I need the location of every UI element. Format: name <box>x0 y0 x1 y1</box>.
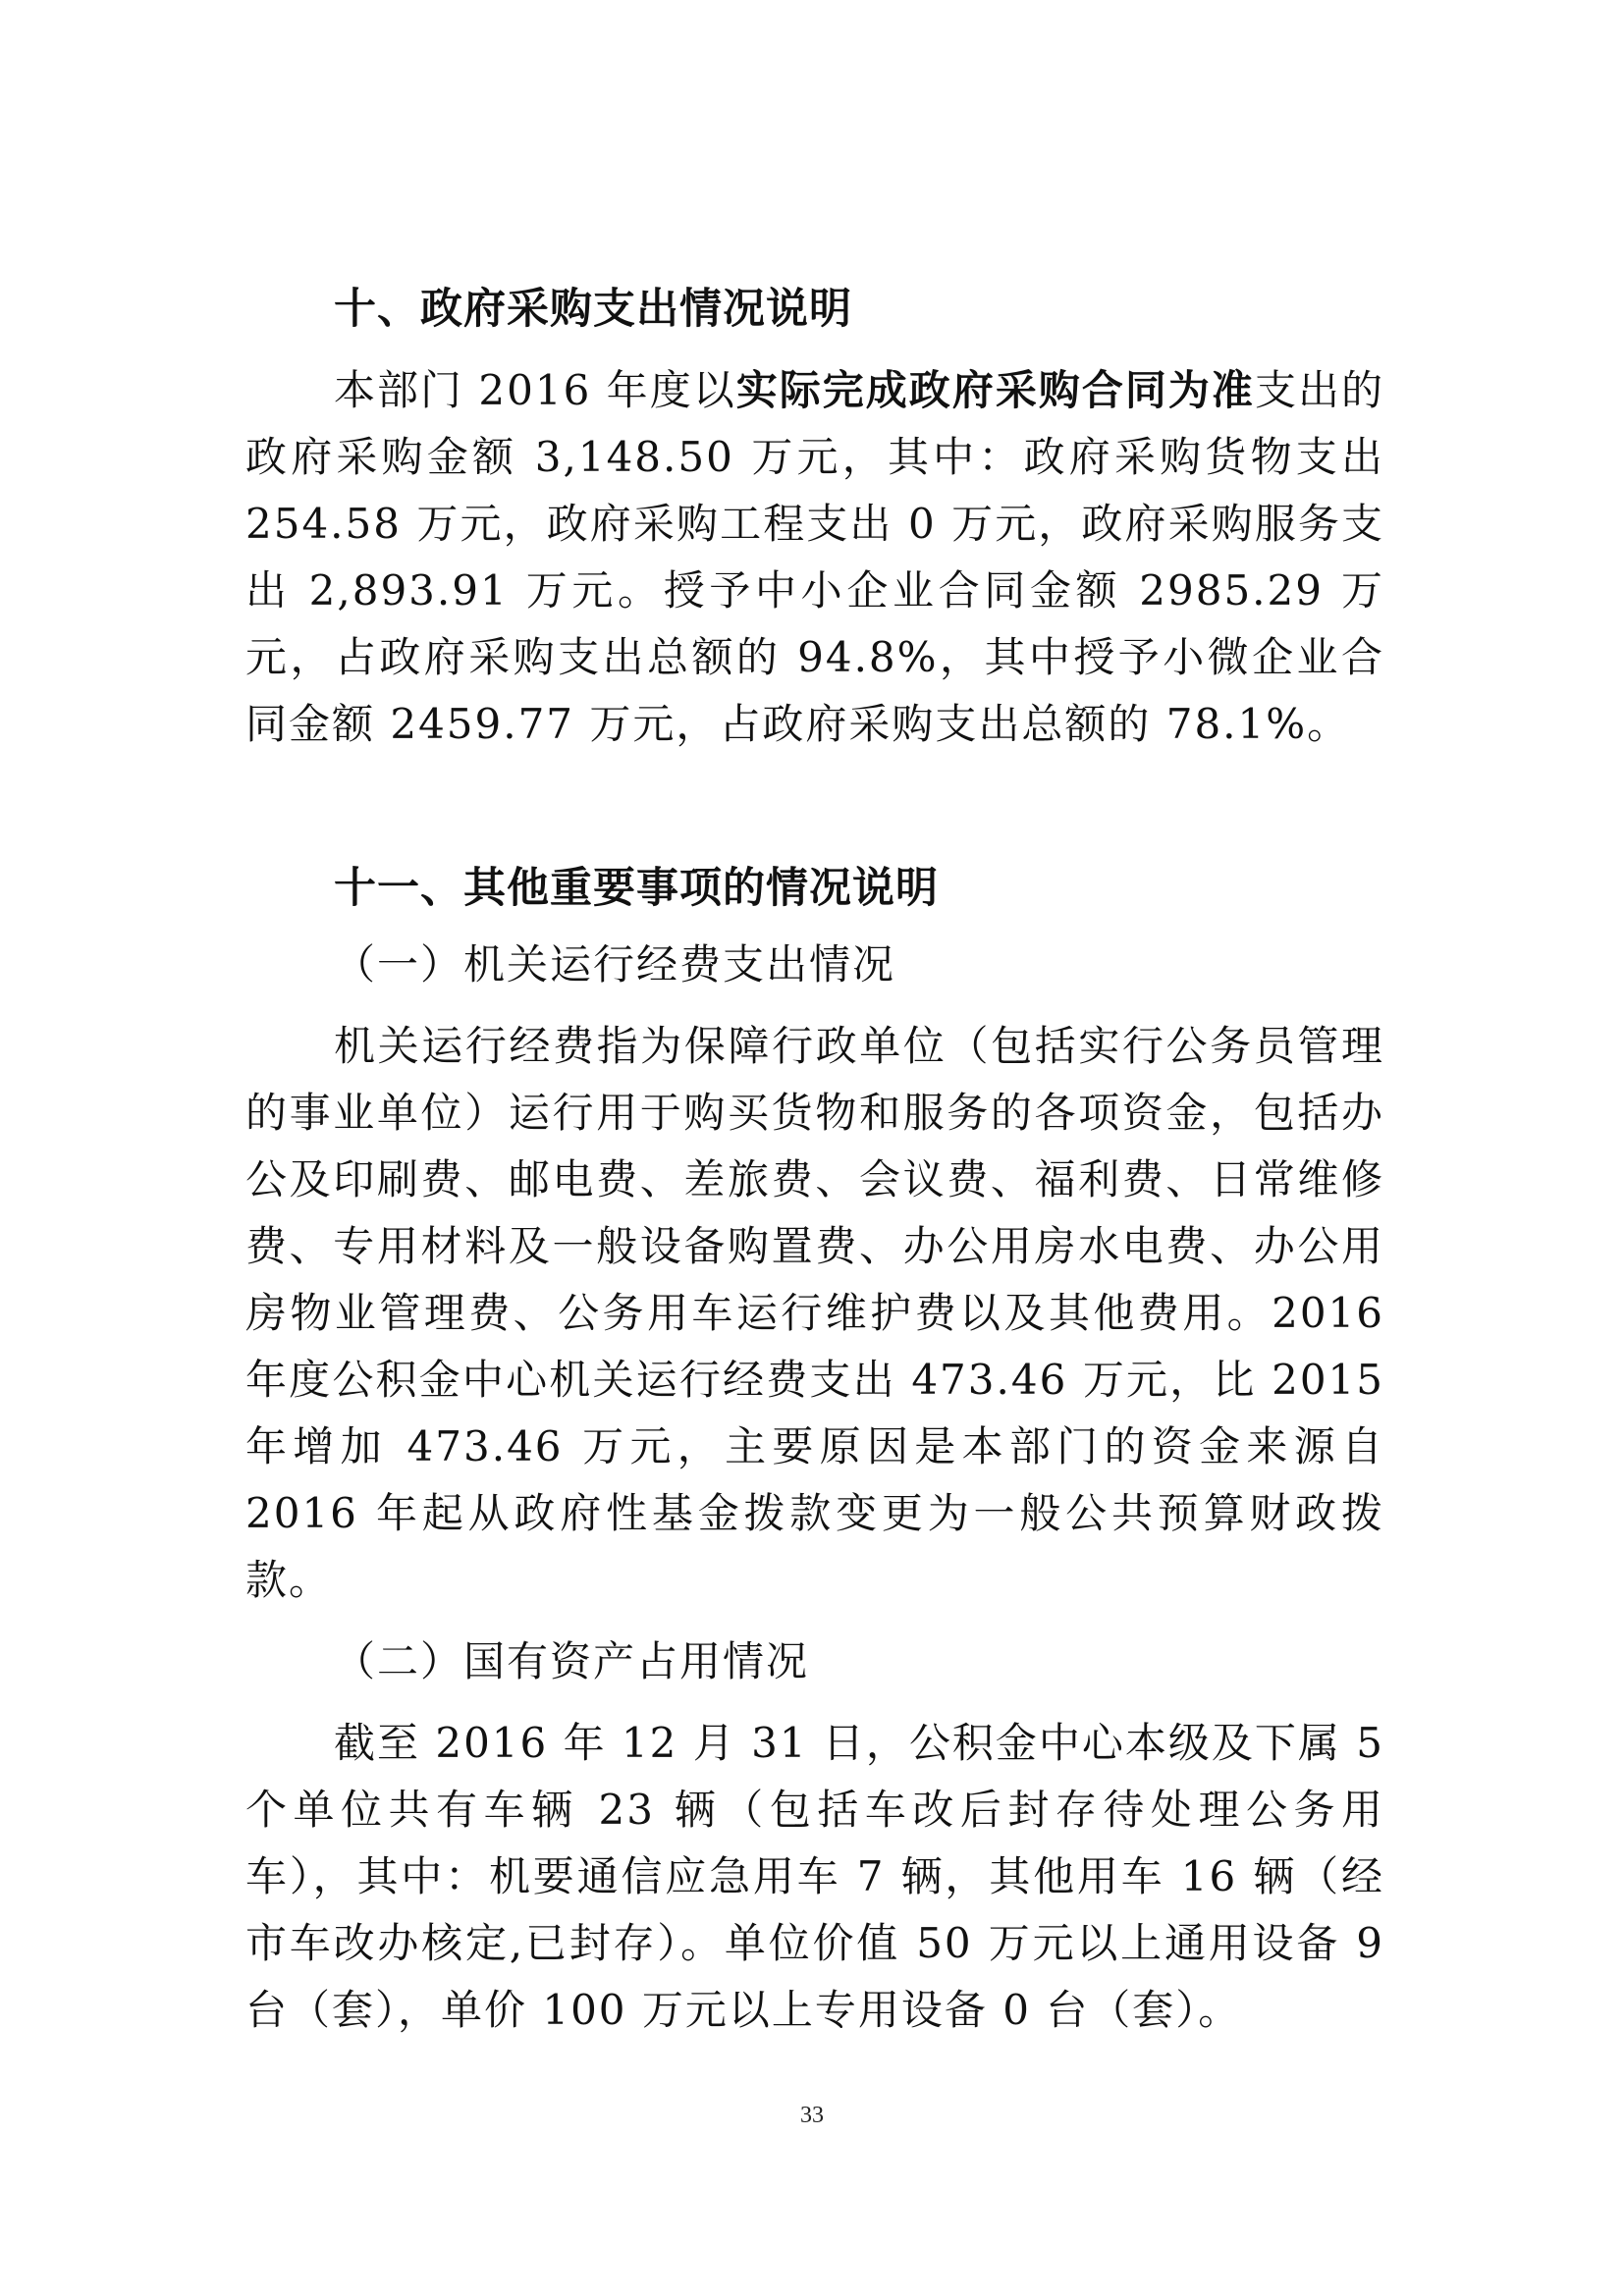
subsection-2-paragraph: 截至 2016 年 12 月 31 日，公积金中心本级及下属 5 个单位共有车辆 23 辆（包括车改后封存待处理公务用车），其中：机要通信应急用车 7 辆，其他用车 16 辆（经市车改办核定,已封存）。单位价值 50 万元以上通用设备 9 台（套），单价 100 万元以上专用设备 0 台（套）。 <box>245 1719 1384 2034</box>
subsection-2-title: （二）国有资产占用情况 <box>334 1637 810 1685</box>
section-10-emphasis: 实际完成政府采购合同为准 <box>735 366 1255 414</box>
section-10-paragraph <box>245 357 1384 758</box>
page-number: 33 <box>800 2103 824 2128</box>
section-10-text-b: 支出的政府采购金额 3,148.50 万元，其中：政府采购货物支出 254.58 万元，政府采购工程支出 0 万元，政府采购服务支出 2,893.91 万元。授予中小企业合同金额 2985.29 万元，占政府采购支出总额的 94.8%，其中授予小微企业合同金额 2459.77 万元，占政府采购支出总额的 78.1%。 <box>245 366 1384 748</box>
page-content <box>245 281 1384 2044</box>
section-11-heading: 十一、其他重要事项的情况说明 <box>334 864 939 913</box>
section-10-text-a: 本部门 2016 年度以 <box>334 366 736 414</box>
section-10-heading: 十、政府采购支出情况说明 <box>334 285 852 334</box>
subsection-1-paragraph: 机关运行经费指为保障行政单位（包括实行公务员管理的事业单位）运行用于购买货物和服务的各项资金，包括办公及印刷费、邮电费、差旅费、会议费、福利费、日常维修费、专用材料及一般设备购置费、办公用房水电费、办公用房物业管理费、公务用车运行维护费以及其他费用。2016 年度公积金中心机关运行经费支出 473.46 万元，比 2015 年增加 473.46 万元，主要原因是本部门的资金来源自 2016 年起从政府性基金拨款变更为一般公共预算财政拨款。 <box>245 1022 1384 1604</box>
subsection-1-title: （一）机关运行经费支出情况 <box>334 940 896 988</box>
